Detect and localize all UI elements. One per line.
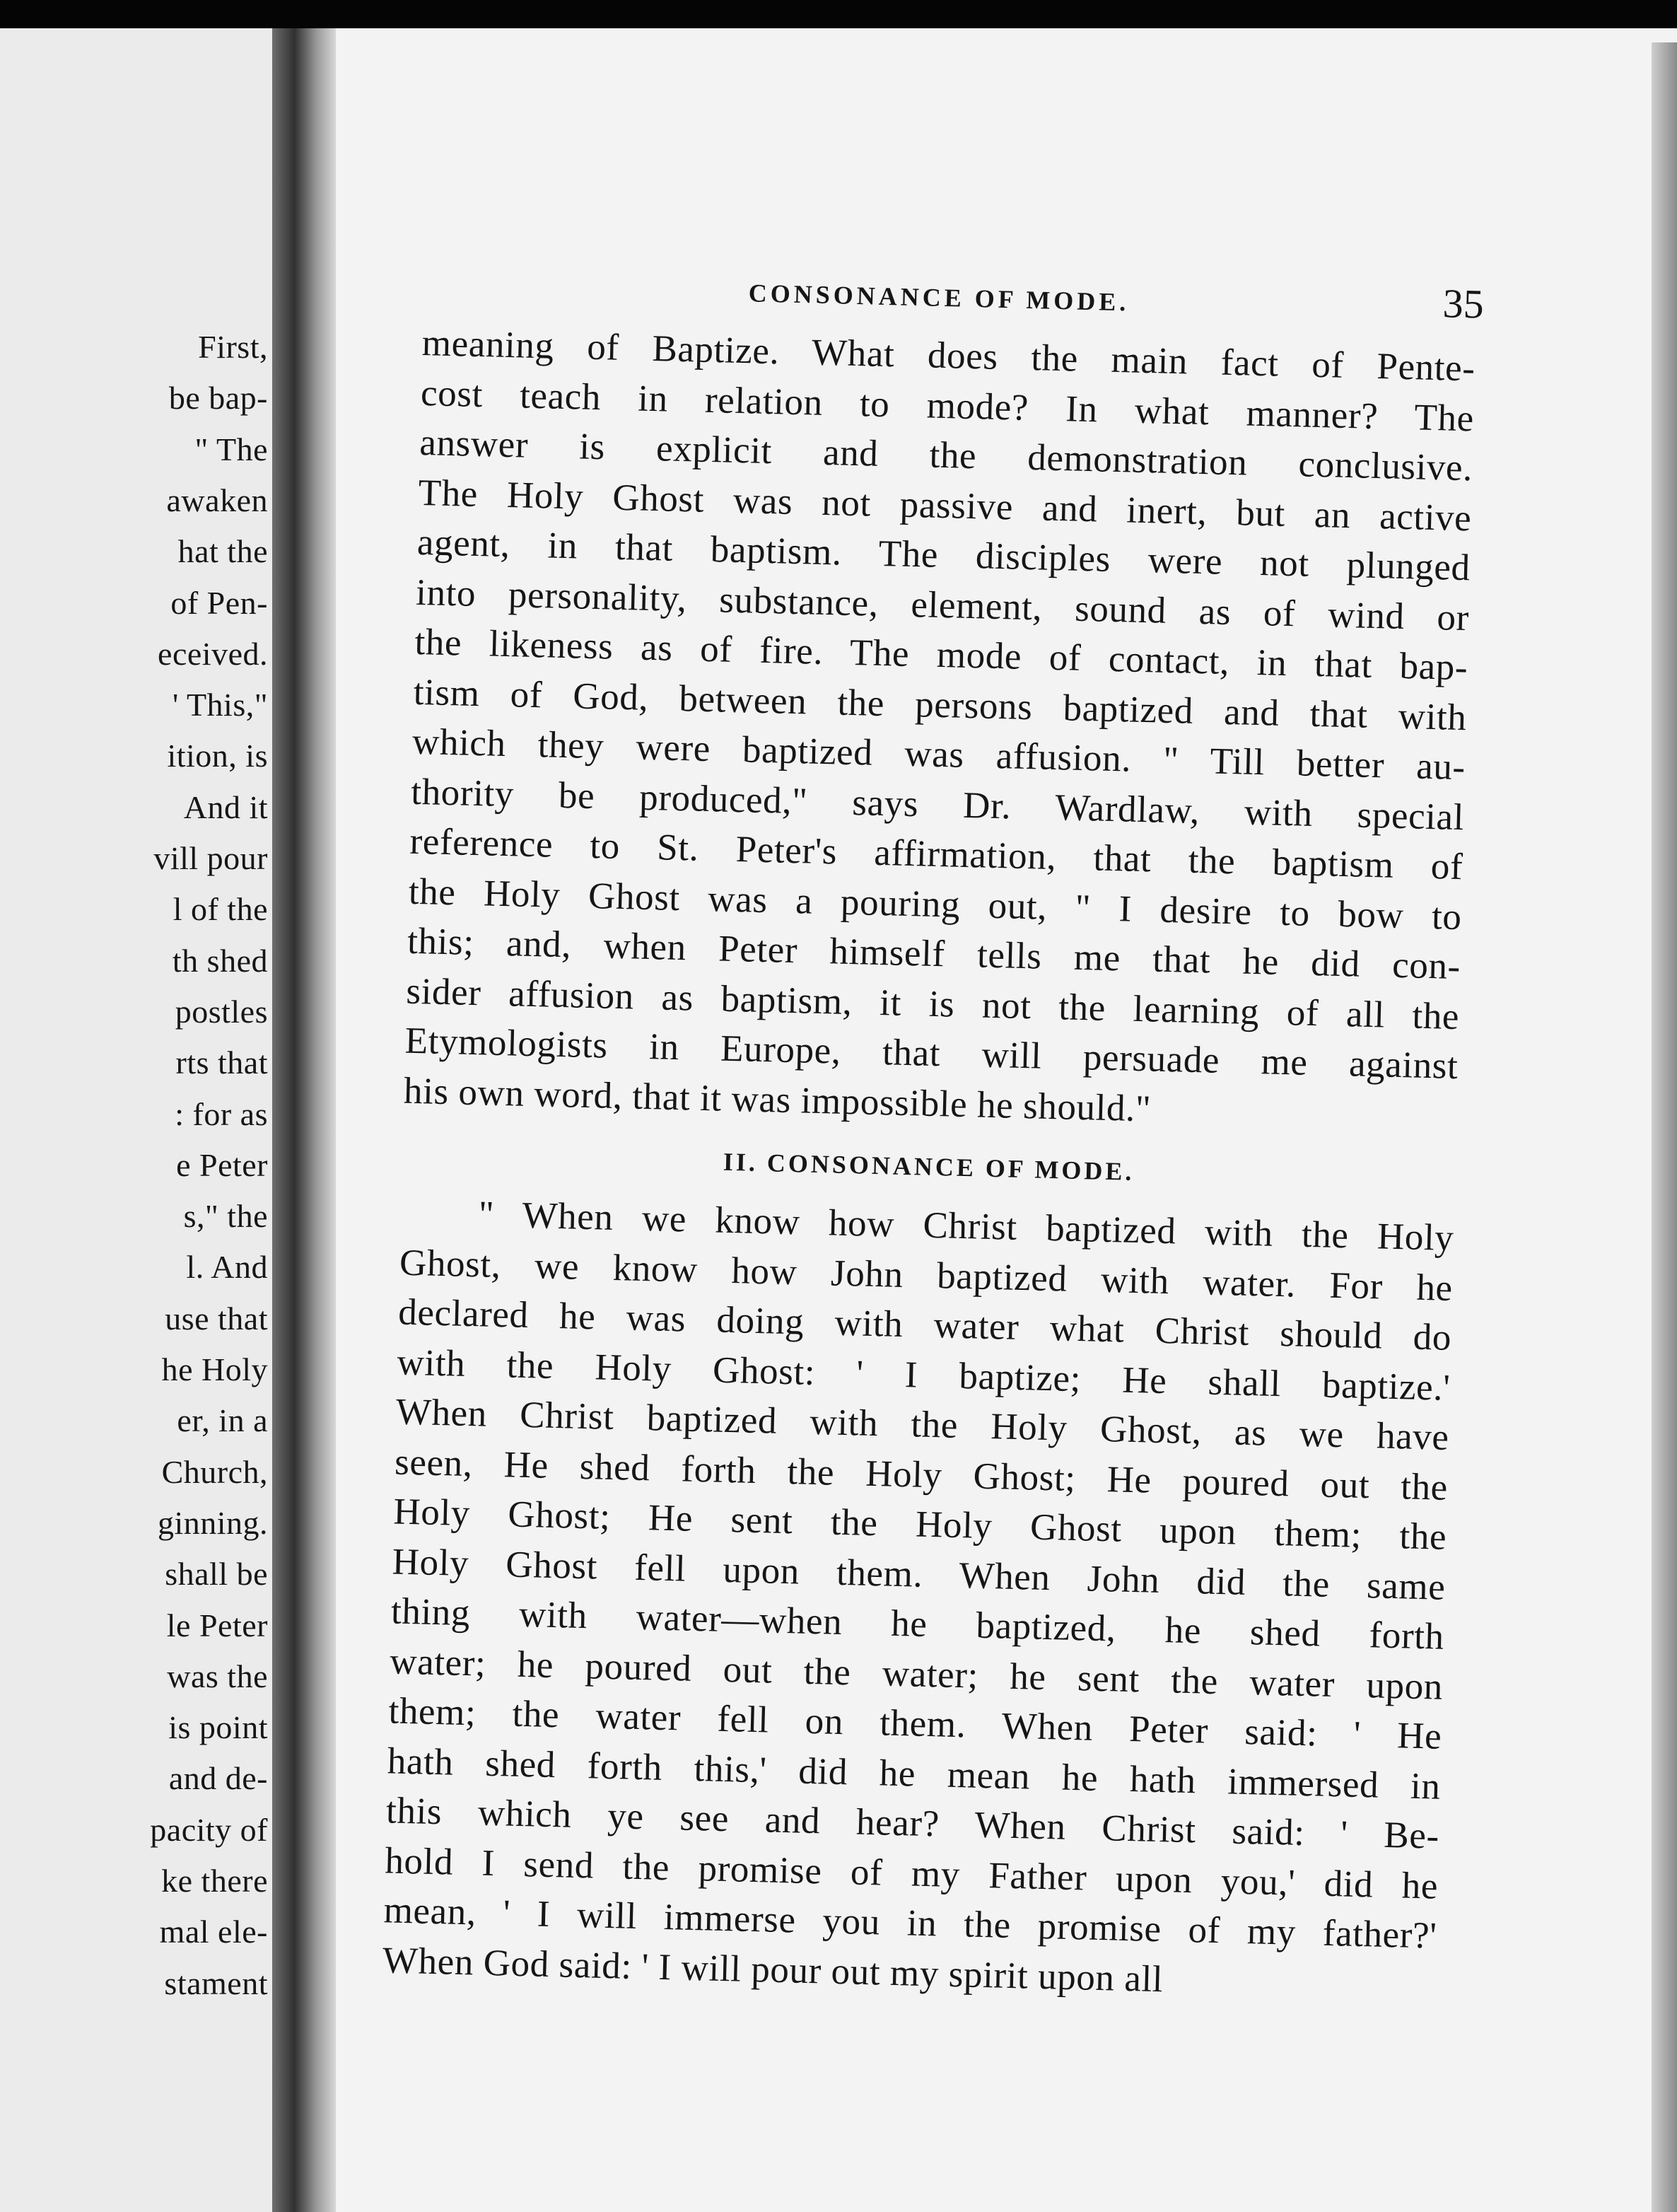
left-page-line: mal ele-: [159, 1914, 268, 1950]
text-line: his own word, that it was impossible he should.": [403, 1070, 1152, 1129]
left-page: [0, 28, 272, 2212]
left-page-line: and de-: [168, 1760, 268, 1797]
left-page-line: eceived.: [158, 635, 268, 672]
left-page-line: be bap-: [168, 380, 268, 417]
left-page-line: e Peter: [176, 1146, 268, 1183]
left-page-line: pacity of: [150, 1811, 268, 1848]
text-line: them; the water fell on them. When Peter said: ' He: [387, 1690, 1442, 1757]
left-page-line: ke there: [161, 1863, 268, 1899]
text-line: meaning of Baptize. What does the main fact of Pente-: [421, 322, 1476, 390]
page-edge-shadow: [1652, 42, 1677, 2212]
page-number: 35: [1442, 280, 1485, 327]
text-line: Holy Ghost fell upon them. When John did the same: [392, 1540, 1447, 1608]
left-page-line: ' This,": [172, 687, 268, 723]
text-line: hold I send the promise of my Father upon you,' did he: [384, 1839, 1439, 1907]
text-line: declared he was doing with water what Christ should do: [397, 1291, 1452, 1358]
text-line: Etymologists in Europe, that will persuade me against: [404, 1020, 1459, 1088]
text-line: water; he poured out the water; he sent the water upon: [389, 1640, 1444, 1708]
left-page-line: And it: [183, 788, 268, 825]
left-page-line: Church,: [161, 1453, 268, 1490]
text-line: answer is explicit and the demonstration conclusive.: [419, 421, 1473, 489]
left-page-line: l. And: [186, 1249, 268, 1286]
text-line: into personality, substance, element, sound as of wind or: [415, 571, 1470, 639]
text-line: tism of God, between the persons baptized and that with: [413, 671, 1468, 738]
text-line: Holy Ghost; He sent the Holy Ghost upon them; the: [392, 1491, 1447, 1558]
left-page-line: of Pen-: [170, 584, 268, 621]
left-page-line: awaken: [166, 482, 268, 518]
text-line: reference to St. Peter's affirmation, that the baptism of: [409, 820, 1463, 888]
left-page-line: er, in a: [177, 1402, 268, 1439]
text-line: this; and, when Peter himself tells me that he did con-: [407, 920, 1461, 988]
text-line: this which ye see and hear? When Christ said: ' Be-: [385, 1790, 1440, 1857]
text-line: thing with water—when he baptized, he shed forth: [390, 1590, 1445, 1658]
text-line: The Holy Ghost was not passive and inert, but an active: [418, 472, 1473, 539]
left-page-line: l of the: [173, 891, 268, 928]
text-line: When God said: ' I will pour out my spirit upon all: [382, 1939, 1164, 2000]
left-page-line: hat the: [177, 533, 268, 570]
left-page-line: stament: [164, 1964, 268, 2001]
left-page-line: ition, is: [167, 738, 268, 774]
text-line: thority be produced," says Dr. Wardlaw, with special: [410, 771, 1465, 838]
right-page-text: [382, 255, 1485, 2011]
left-page-line: shall be: [165, 1556, 268, 1593]
text-line: the Holy Ghost was a pouring out, " I desire to bow to: [408, 871, 1463, 938]
text-line: hath shed forth this,' did he mean he hath immersed in: [387, 1740, 1442, 1808]
paragraph-1: [403, 318, 1476, 1141]
text-line: which they were baptized was affusion. " Till better au-: [411, 721, 1466, 788]
left-page-line: th shed: [172, 942, 268, 979]
left-page-line: First,: [198, 329, 268, 365]
text-line: When Christ baptized with the Holy Ghost, as we have: [395, 1391, 1450, 1458]
left-page-line: le Peter: [166, 1607, 268, 1643]
text-line: cost teach in relation to mode? In what manner? The: [420, 372, 1475, 439]
left-page-line: " The: [194, 431, 268, 467]
text-line: " When we know how Christ baptized with the Holy: [478, 1194, 1455, 1259]
text-line: the likeness as of fire. The mode of contact, in that bap-: [414, 621, 1468, 689]
text-line: Ghost, we know how John baptized with water. For he: [399, 1242, 1454, 1309]
left-page-line: he Holy: [161, 1351, 268, 1387]
left-page-line: vill pour: [153, 840, 268, 876]
left-page-line: s," the: [183, 1198, 268, 1235]
running-head-title: CONSONANCE OF MODE.: [748, 279, 1130, 317]
left-page-line: : for as: [175, 1095, 268, 1132]
left-page-line: ginning.: [157, 1504, 268, 1541]
text-line: agent, in that baptism. The disciples were not plunged: [416, 521, 1471, 589]
left-page-line: rts that: [175, 1044, 268, 1081]
left-page-line: was the: [167, 1658, 268, 1694]
text-line: seen, He shed forth the Holy Ghost; He poured out the: [394, 1440, 1449, 1508]
left-page-line: use that: [165, 1300, 268, 1337]
paragraph-2: [382, 1188, 1454, 2011]
text-line: with the Holy Ghost: ' I baptize; He shall baptize.': [397, 1341, 1451, 1409]
section-heading: II. CONSONANCE OF MODE.: [723, 1147, 1135, 1186]
text-line: mean, ' I will immerse you in the promise of my father?': [383, 1890, 1438, 1957]
book-gutter: [272, 28, 336, 2212]
left-page-line: is point: [168, 1709, 268, 1746]
left-page-line: postles: [175, 993, 268, 1030]
text-line: sider affusion as baptism, it is not the learning of all the: [405, 970, 1460, 1037]
